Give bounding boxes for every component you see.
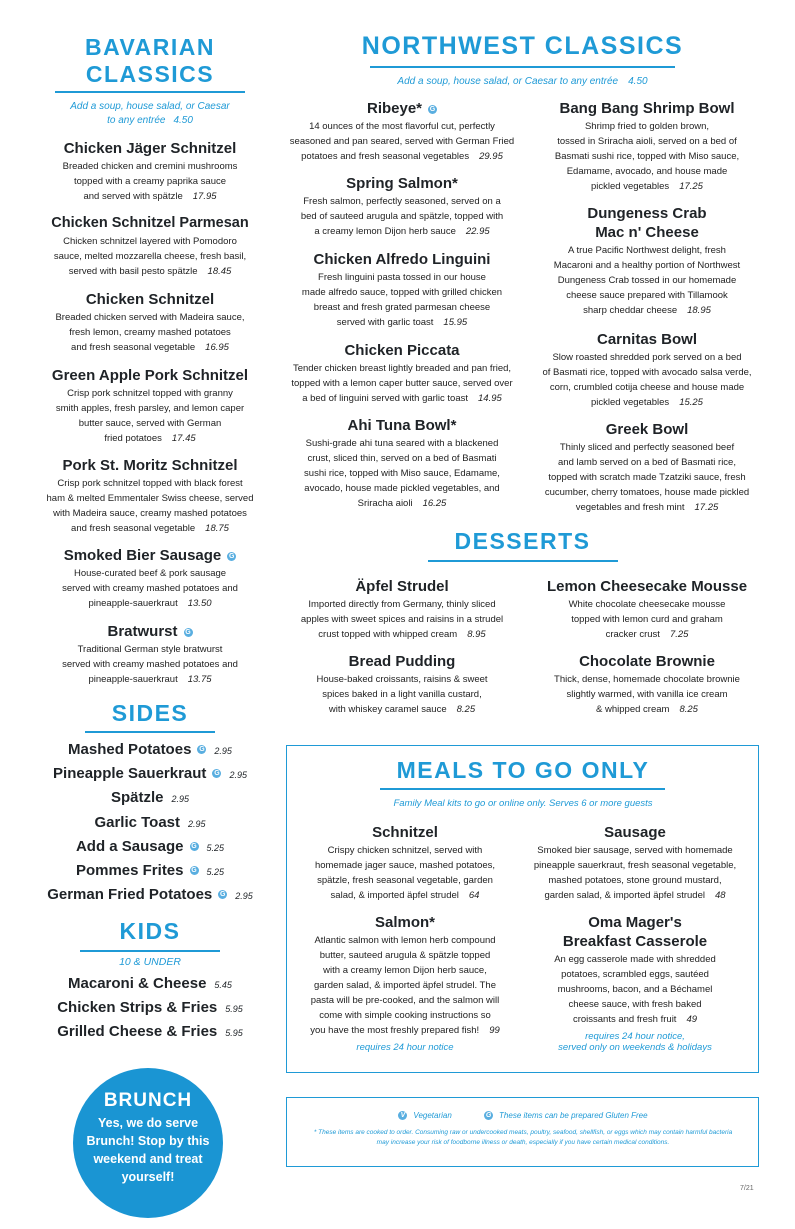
gluten-free-icon: G xyxy=(185,628,191,636)
gluten-free-icon: G xyxy=(220,891,226,899)
menu-item xyxy=(282,250,522,330)
item-name: Ahi Tuna Bowl* xyxy=(347,417,457,434)
item-price: 8.25 xyxy=(456,704,476,715)
side-name: German Fried Potatoes xyxy=(47,886,213,904)
item-description: House-baked croissants, raisins & sweet spices baked in a light vanilla custard, with whiskey caramel sauce 8.25 xyxy=(316,674,488,715)
item-description: House-curated beef & pork sausage served with creamy mashed potatoes and pineapple-sauerkraut 13.50 xyxy=(62,568,238,609)
side-item xyxy=(20,886,280,904)
item-price: 17.45 xyxy=(171,433,196,444)
side-price: 2.95 xyxy=(171,794,190,805)
northwest-rule xyxy=(370,66,675,68)
menu-item xyxy=(282,652,522,717)
menu-item xyxy=(282,577,522,642)
menu-item xyxy=(282,99,522,164)
northwest-note: Add a soup, house salad, or Caesar to any entrée 4.50 xyxy=(397,76,648,87)
side-price: 2.95 xyxy=(214,746,232,756)
side-name: Mashed Potatoes xyxy=(68,741,192,758)
kids-item xyxy=(20,999,280,1017)
item-price: 18.45 xyxy=(207,266,232,277)
item-description: Breaded chicken and cremini mushrooms topped with a creamy paprika sauce and served with spätzle 17.95 xyxy=(62,161,238,202)
item-description: Traditional German style bratwurst served with creamy mashed potatoes and pineapple-sauerkraut 13.75 xyxy=(62,644,238,685)
kids-item xyxy=(20,975,280,993)
brunch-text: Yes, we do serve Brunch! Stop by this weekend and treat yourself! xyxy=(86,1116,210,1184)
item-name: Schnitzel xyxy=(372,824,438,841)
item-description: Breaded chicken served with Madeira sauce, fresh lemon, creamy mashed potatoes and fresh seasonal vegetable 16.95 xyxy=(55,312,245,353)
menu-item xyxy=(527,652,767,717)
item-name: Pork St. Moritz Schnitzel xyxy=(62,457,238,474)
item-description: Thinly sliced and perfectly seasoned beef and lamb served on a bed of Basmati rice, topped with scratch made Tzatziki sauce, fresh cucumber, cherry tomatoes, house made pickled vegetables and fresh mint 17.25 xyxy=(544,442,750,513)
item-price: 64 xyxy=(468,890,480,901)
item-description: Chicken schnitzel layered with Pomodoro sauce, melted mozzarella cheese, fresh basil, served with basil pesto spätzle 18.45 xyxy=(53,236,247,277)
togo-title: MEALS TO GO ONLY xyxy=(396,757,650,783)
item-price: 17.25 xyxy=(694,502,719,513)
legend-vegetarian: Vegetarian xyxy=(413,1111,452,1120)
item-description: 14 ounces of the most flavorful cut, perfectly seasoned and pan seared, served with German Fried potatoes and fresh seasonal vegetables 29.95 xyxy=(289,121,515,162)
item-price: 29.95 xyxy=(479,151,503,162)
item-name: Sausage xyxy=(604,824,666,841)
item-description: Thick, dense, homemade chocolate brownie slightly warmed, with vanilla ice cream & whipped cream 8.25 xyxy=(554,674,740,715)
item-name: Salmon* xyxy=(374,914,435,931)
item-price: 99 xyxy=(489,1025,500,1036)
item-description: Fresh linguini pasta tossed in our house made alfredo sauce, topped with grilled chicken breast and fresh grated parmesan cheese served with garlic toast 15.95 xyxy=(301,272,503,328)
kids-price: 5.45 xyxy=(214,980,232,990)
item-price: 13.50 xyxy=(187,598,212,609)
item-price: 17.95 xyxy=(192,191,217,202)
menu-item xyxy=(520,823,750,903)
side-item xyxy=(20,741,280,759)
item-description: White chocolate cheesecake mousse topped with lemon curd and graham cracker crust 7.25 xyxy=(568,599,726,640)
item-description: Tender chicken breast lightly breaded and pan fried, topped with a lemon caper butter sauce, served over a bed of linguini served with garlic toast 14.95 xyxy=(291,363,513,404)
menu-item xyxy=(282,174,522,239)
gluten-free-badge-icon: G xyxy=(485,1112,492,1120)
item-name: Lemon Cheesecake Mousse xyxy=(546,578,748,595)
menu-item xyxy=(527,204,767,318)
item-name: Oma Mager's xyxy=(588,914,682,931)
desserts-rule xyxy=(428,560,618,562)
menu-item xyxy=(22,366,278,446)
item-description: Crisp pork schnitzel topped with black forest ham & melted Emmentaler Swiss cheese, served with Madeira sauce, creamy mashed potatoes and fresh seasonal vegetable 18.75 xyxy=(46,478,254,534)
menu-item xyxy=(282,341,522,406)
bavarian-rule xyxy=(55,91,245,93)
menu-item xyxy=(527,330,767,410)
menu-item xyxy=(22,546,278,611)
item-price: 18.75 xyxy=(205,523,229,534)
item-description: A true Pacific Northwest delight, fresh Macaroni and a healthy portion of Northwest Dungeness Crab tossed in our homemade cheese sauce prepared with Tillamook sharp cheddar cheese 18.95 xyxy=(553,245,741,316)
item-price: 18.95 xyxy=(687,305,711,316)
item-name: Ribeye* G xyxy=(366,100,436,117)
kids-name: Macaroni & Cheese xyxy=(68,975,207,992)
item-name: Bang Bang Shrimp Bowl xyxy=(559,100,735,117)
sides-title: SIDES xyxy=(111,700,189,726)
menu-item xyxy=(290,913,520,1053)
kids-title: KIDS xyxy=(119,918,181,944)
item-name: Chicken Jäger Schnitzel xyxy=(63,140,237,157)
item-description: Crispy chicken schnitzel, served with homemade jager sauce, mashed potatoes, spätzle, fresh seasonal vegetable, garden salad, & imported äpfel strudel 64 xyxy=(314,845,496,901)
legend-row xyxy=(288,1111,758,1120)
side-price: 2.95 xyxy=(229,770,247,781)
gluten-free-icon: G xyxy=(199,746,205,754)
side-item xyxy=(20,765,280,783)
side-price: 2.95 xyxy=(235,891,253,902)
kids-name: Grilled Cheese & Fries xyxy=(57,1023,218,1041)
item-name: Chicken Schnitzel Parmesan xyxy=(51,215,249,231)
side-item xyxy=(20,862,280,880)
menu-item xyxy=(22,214,278,279)
menu-item xyxy=(527,420,767,515)
gluten-free-icon: G xyxy=(191,867,197,875)
item-description: Crisp pork schnitzel topped with granny smith apples, fresh parsley, and lemon caper butter sauce, served with German fried potatoes 17.45 xyxy=(55,388,245,444)
togo-rule xyxy=(380,788,665,790)
legend-gluten-free: These items can be prepared Gluten Free xyxy=(499,1111,648,1120)
item-name: Chicken Piccata xyxy=(344,342,460,359)
menu-item xyxy=(527,99,767,194)
side-price: 2.95 xyxy=(188,818,206,829)
side-item xyxy=(20,789,280,807)
item-description: Smoked bier sausage, served with homemade pineapple sauerkraut, fresh seasonal vegetable, mashed potatoes, stone ground mustard, garden salad, & imported äpfel strudel 48 xyxy=(533,845,737,901)
kids-item xyxy=(20,1023,280,1041)
kids-price: 5.95 xyxy=(225,1004,243,1015)
item-description: Shrimp fried to golden brown, tossed in Sriracha aioli, served on a bed of Basmati sushi rice, topped with Miso sauce, Edamame, avocado, and house made pickled vegetables 17.25 xyxy=(554,121,740,192)
footer-date: 7/21 xyxy=(740,1185,754,1192)
item-description: An egg casserole made with shredded potatoes, scrambled eggs, sautéed mushrooms, bacon, and a Béchamel cheese sauce, with fresh baked croissants and fresh fruit 49 xyxy=(554,954,716,1025)
item-description: Fresh salmon, perfectly seasoned, served on a bed of sauteed arugula and spätzle, topped with a creamy lemon Dijon herb sauce 22.95 xyxy=(300,196,504,237)
kids-rule xyxy=(80,950,220,952)
northwest-title: NORTHWEST CLASSICS xyxy=(361,32,684,60)
gluten-free-icon: G xyxy=(229,552,235,560)
menu-item xyxy=(22,290,278,355)
kids-price: 5.95 xyxy=(225,1028,243,1039)
brunch-title: BRUNCH xyxy=(103,1090,193,1111)
desserts-title: DESSERTS xyxy=(454,528,591,554)
item-price: 8.25 xyxy=(679,704,698,715)
item-name: Bread Pudding xyxy=(348,653,456,670)
item-name: Greek Bowl xyxy=(605,421,689,438)
item-name: Carnitas Bowl xyxy=(596,331,698,348)
item-name: Dungeness Crab xyxy=(587,205,707,222)
item-description: Slow roasted shredded pork served on a bed of Basmati rice, topped with avocado salsa verde, corn, crumbled cotija cheese and house made pickled vegetables 15.25 xyxy=(542,352,752,408)
sides-rule xyxy=(85,731,215,733)
notice-text: requires 24 hour notice xyxy=(356,1042,454,1053)
kids-subtitle: 10 & UNDER xyxy=(119,956,181,968)
gluten-free-icon: G xyxy=(429,105,436,113)
brunch-circle xyxy=(73,1068,223,1218)
item-price: 14.95 xyxy=(478,393,502,404)
item-name-line2: Mac n' Cheese xyxy=(595,224,699,241)
item-price: 15.95 xyxy=(443,317,468,328)
kids-name: Chicken Strips & Fries xyxy=(57,999,218,1017)
item-name: Chicken Schnitzel xyxy=(85,291,215,308)
side-price: 5.25 xyxy=(206,842,225,853)
togo-note: Family Meal kits to go or online only. Serves 6 or more guests xyxy=(393,798,653,809)
item-price: 48 xyxy=(714,890,726,901)
item-name: Smoked Bier Sausage G xyxy=(63,547,235,564)
item-name: Green Apple Pork Schnitzel xyxy=(51,367,249,384)
item-price: 17.25 xyxy=(679,181,703,192)
item-name: Äpfel Strudel xyxy=(355,578,449,595)
item-price: 8.95 xyxy=(467,629,486,640)
gluten-free-icon: G xyxy=(214,770,220,778)
menu-item xyxy=(22,622,278,687)
item-description: Imported directly from Germany, thinly sliced apples with sweet spices and raisins in a strudel crust topped with whipped cream 8.95 xyxy=(300,599,504,640)
menu-item xyxy=(22,139,278,204)
gluten-free-icon: G xyxy=(191,843,197,851)
side-name: Garlic Toast xyxy=(94,813,181,831)
item-name: Bratwurst G xyxy=(107,623,191,640)
item-price: 15.25 xyxy=(679,397,703,408)
item-price: 16.95 xyxy=(205,342,229,353)
item-description: Atlantic salmon with lemon herb compound butter, sauteed arugula & spätzle topped with a creamy lemon Dijon herb sauce, garden salad, & imported äpfel strudel. The pasta will be pre-cooked, and the salmon will come with simple cooking instructions so you have the most freshly prepared fish! 99 xyxy=(310,935,500,1036)
menu-item xyxy=(290,823,520,903)
side-item xyxy=(20,838,280,856)
side-name: Add a Sausage xyxy=(75,837,184,855)
item-name: Chocolate Brownie xyxy=(579,653,715,670)
side-price: 5.25 xyxy=(206,867,225,877)
side-name: Pommes Frites xyxy=(75,862,184,879)
side-name: Pineapple Sauerkraut xyxy=(53,765,207,783)
side-name: Spätzle xyxy=(110,789,164,807)
side-item xyxy=(20,814,280,832)
bavarian-note: Add a soup, house salad, or Caesar to any entrée 4.50 xyxy=(70,101,230,126)
item-price: 13.75 xyxy=(187,674,212,685)
menu-item xyxy=(527,577,767,642)
notice-text: requires 24 hour notice, served only on weekends & holidays xyxy=(558,1031,712,1053)
menu-item xyxy=(282,416,522,511)
item-name-line2: Breakfast Casserole xyxy=(562,933,708,950)
legend-disclaimer: * These items are cooked to order. Consuming raw or undercooked meats, poultry, seafood, shellfish, or eggs which may contain harmful bacteria may increase your risk of foodborne illness or death, especially if you have certain medical conditions. xyxy=(313,1129,733,1146)
menu-item xyxy=(520,913,750,1053)
item-name: Chicken Alfredo Linguini xyxy=(313,251,491,268)
item-price: 7.25 xyxy=(669,629,689,640)
item-description: Sushi-grade ahi tuna seared with a blackened crust, sliced thin, served on a bed of Basmati sushi rice, topped with Miso sauce, Edamame, avocado, house made pickled vegetables, and Sriracha aioli 16.25 xyxy=(304,438,500,509)
vegetarian-badge-icon: V xyxy=(398,1111,407,1120)
menu-item xyxy=(22,456,278,536)
item-price: 22.95 xyxy=(465,226,490,237)
item-price: 16.25 xyxy=(422,498,447,509)
bavarian-title: BAVARIAN CLASSICS xyxy=(85,34,215,87)
item-price: 49 xyxy=(686,1014,698,1025)
item-name: Spring Salmon* xyxy=(346,175,458,192)
